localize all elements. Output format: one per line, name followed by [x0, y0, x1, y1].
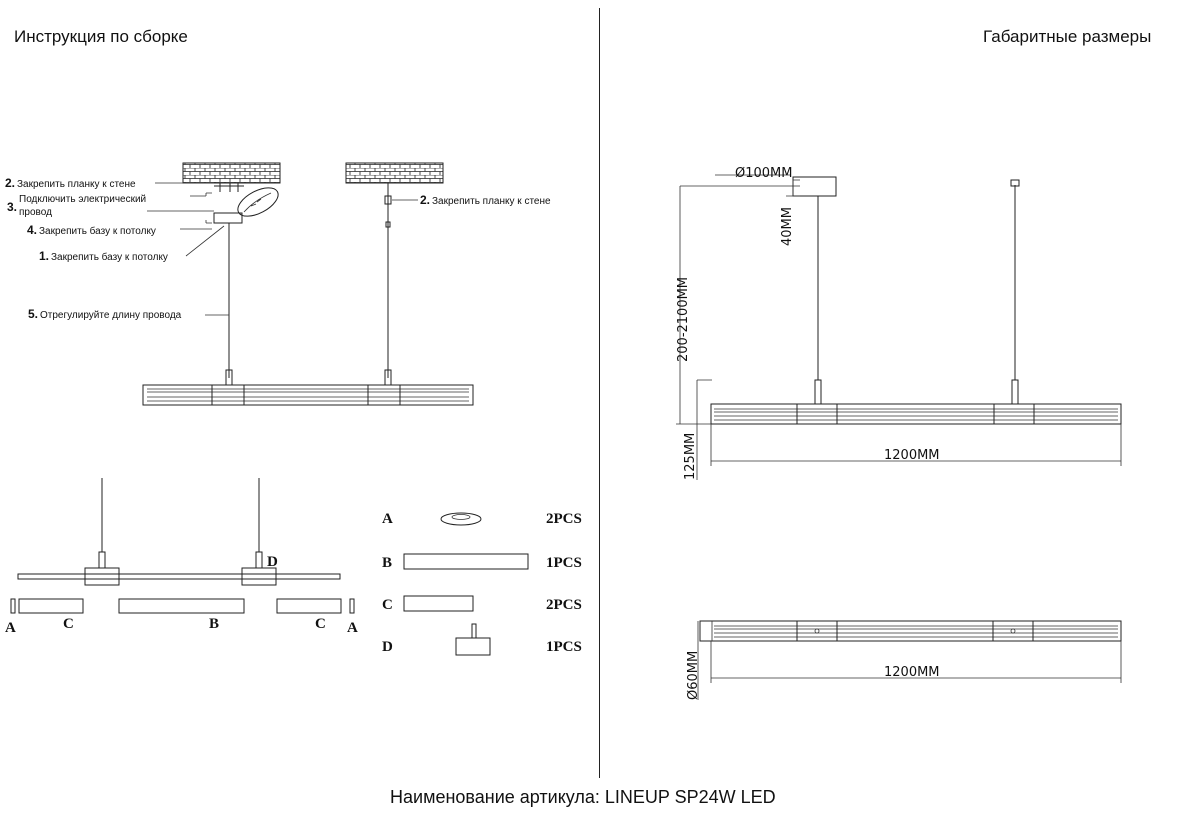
part-c-qty: 2PCS	[546, 597, 582, 613]
mounting-rail	[18, 574, 340, 579]
canopy-diameter-label: Ø100MM	[735, 166, 793, 181]
step-2-left-label: 2. Закрепить планку к стене	[5, 176, 136, 190]
step-4-label: 4. Закрепить базу к потолку	[27, 223, 156, 237]
letter-a-right: A	[347, 620, 358, 636]
ceiling-right	[346, 163, 443, 183]
parts-list	[382, 511, 582, 655]
article-name: Наименование артикула: LINEUP SP24W LED	[390, 787, 776, 807]
length-side-label: 1200MM	[884, 448, 940, 463]
part-b-letter: B	[382, 555, 393, 571]
part-a-letter: A	[382, 511, 393, 527]
part-a-left-exploded	[11, 599, 15, 613]
part-d-qty: 1PCS	[546, 639, 582, 655]
part-c-right-exploded	[277, 599, 341, 613]
wire-detail	[233, 182, 282, 222]
letter-c-right: C	[315, 616, 326, 632]
step-1-label: 1. Закрепить базу к потолку	[39, 249, 168, 263]
step-2-right-label: 2. Закрепить планку к стене	[420, 193, 551, 207]
part-a-qty: 2PCS	[546, 511, 582, 527]
letter-d: D	[267, 554, 278, 570]
dimensions-heading: Габаритные размеры	[983, 27, 1152, 46]
body-diameter-label: Ø60MM	[686, 650, 701, 700]
part-d-letter: D	[382, 639, 393, 655]
mounting-plate	[214, 183, 244, 192]
lamp-body-side	[711, 404, 1121, 424]
assembly-diagram	[5, 163, 551, 405]
suspension-range-label: 200-2100MM	[676, 276, 691, 362]
top-view	[686, 621, 1121, 700]
part-b-icon	[404, 554, 528, 569]
assembly-heading: Инструкция по сборке	[14, 27, 188, 46]
part-b-qty: 1PCS	[546, 555, 582, 571]
ceiling-base	[214, 213, 242, 223]
part-a-right-exploded	[350, 599, 354, 613]
letter-a-left: A	[5, 620, 16, 636]
part-b-exploded	[119, 599, 244, 613]
part-d-icon	[456, 638, 490, 655]
step-3-line2: провод	[19, 207, 52, 218]
step-3-line1: Подключить электрический	[19, 194, 147, 205]
screw-marks	[206, 193, 212, 223]
part-c-left-exploded	[19, 599, 83, 613]
letter-c-left: C	[63, 616, 74, 632]
exploded-view	[5, 478, 358, 636]
part-c-icon	[404, 596, 473, 611]
canopy-height-label: 40MM	[780, 207, 795, 246]
step-5-label: 5. Отрегулируйте длину провода	[28, 307, 182, 321]
ceiling-left	[183, 163, 280, 183]
lamp-body-assembly	[143, 385, 473, 405]
lamp-body-top	[700, 621, 1121, 641]
part-d-exploded	[242, 568, 276, 585]
letter-b: B	[209, 616, 220, 632]
body-height-label: 125MM	[683, 432, 698, 480]
step-3-num: 3.	[7, 200, 18, 214]
length-top-label: 1200MM	[884, 665, 940, 680]
side-view	[676, 166, 1121, 480]
part-c-letter: C	[382, 597, 393, 613]
